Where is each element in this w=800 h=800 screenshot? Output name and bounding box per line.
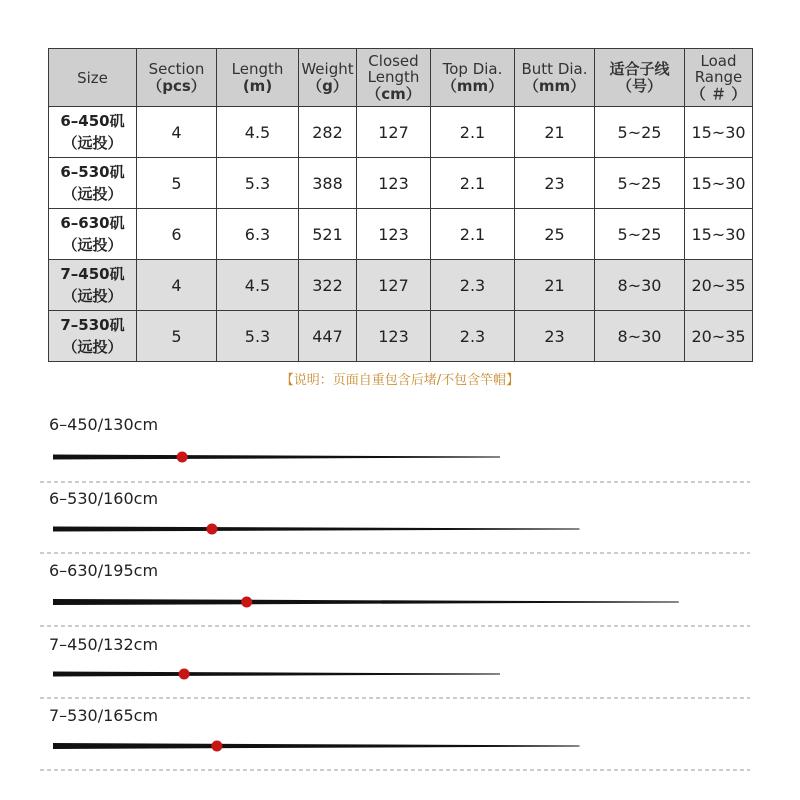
cell-closed-length: 123 xyxy=(357,311,431,362)
header-line-size: 适合子线 （号） xyxy=(595,49,685,107)
cell-closed-length: 123 xyxy=(357,209,431,260)
balance-point-marker xyxy=(206,524,217,535)
cell-section: 5 xyxy=(137,158,217,209)
cell-line-size: 5~25 xyxy=(595,158,685,209)
cell-closed-length: 123 xyxy=(357,158,431,209)
header-size: Size xyxy=(49,49,137,107)
rod-shape xyxy=(53,455,500,460)
balance-point-marker xyxy=(179,669,190,680)
cell-butt-dia: 25 xyxy=(515,209,595,260)
balance-point-marker xyxy=(241,597,252,608)
rod-label: 6–530/160cm xyxy=(49,489,159,508)
balance-point-marker xyxy=(177,452,188,463)
cell-weight: 282 xyxy=(299,107,357,158)
cell-top-dia: 2.1 xyxy=(431,209,515,260)
header-length: Length (m) xyxy=(217,49,299,107)
cell-line-size: 8~30 xyxy=(595,260,685,311)
cell-length: 5.3 xyxy=(217,311,299,362)
weight-note: 【说明：页面自重包含后堵/不包含竿帽】 xyxy=(280,373,520,388)
header-section: Section （pcs） xyxy=(137,49,217,107)
cell-weight: 521 xyxy=(299,209,357,260)
cell-closed-length: 127 xyxy=(357,260,431,311)
cell-top-dia: 2.3 xyxy=(431,311,515,362)
rod-label: 6–630/195cm xyxy=(49,561,159,580)
cell-closed-length: 127 xyxy=(357,107,431,158)
cell-section: 5 xyxy=(137,311,217,362)
cell-load-range: 15~30 xyxy=(685,107,753,158)
rod-shape xyxy=(53,672,500,677)
rod-label: 7–530/165cm xyxy=(49,706,159,725)
cell-size: 6–450矶 （远投） xyxy=(49,107,137,158)
cell-butt-dia: 23 xyxy=(515,158,595,209)
cell-section: 4 xyxy=(137,260,217,311)
cell-section: 6 xyxy=(137,209,217,260)
cell-weight: 322 xyxy=(299,260,357,311)
cell-length: 4.5 xyxy=(217,260,299,311)
cell-butt-dia: 21 xyxy=(515,107,595,158)
cell-load-range: 15~30 xyxy=(685,158,753,209)
cell-length: 5.3 xyxy=(217,158,299,209)
rod-shape xyxy=(53,527,579,532)
cell-line-size: 5~25 xyxy=(595,107,685,158)
cell-load-range: 20~35 xyxy=(685,311,753,362)
rod-shape xyxy=(53,599,679,605)
cell-length: 4.5 xyxy=(217,107,299,158)
cell-line-size: 8~30 xyxy=(595,311,685,362)
cell-load-range: 15~30 xyxy=(685,209,753,260)
rod-label: 7–450/132cm xyxy=(49,635,159,654)
cell-top-dia: 2.3 xyxy=(431,260,515,311)
cell-weight: 447 xyxy=(299,311,357,362)
cell-section: 4 xyxy=(137,107,217,158)
header-closed-length: Closed Length （cm） xyxy=(357,49,431,107)
cell-top-dia: 2.1 xyxy=(431,158,515,209)
cell-size: 7–530矶 （远投） xyxy=(49,311,137,362)
cell-butt-dia: 23 xyxy=(515,311,595,362)
cell-load-range: 20~35 xyxy=(685,260,753,311)
rod-shape xyxy=(53,743,579,749)
header-weight: Weight （g） xyxy=(299,49,357,107)
cell-top-dia: 2.1 xyxy=(431,107,515,158)
header-top-dia: Top Dia. （mm） xyxy=(431,49,515,107)
balance-point-marker xyxy=(211,741,222,752)
header-load-range: Load Range （ ＃ ） xyxy=(685,49,753,107)
cell-size: 6–530矶 （远投） xyxy=(49,158,137,209)
cell-butt-dia: 21 xyxy=(515,260,595,311)
cell-length: 6.3 xyxy=(217,209,299,260)
cell-size: 6–630矶 （远投） xyxy=(49,209,137,260)
cell-size: 7–450矶 （远投） xyxy=(49,260,137,311)
header-butt-dia: Butt Dia. （mm） xyxy=(515,49,595,107)
rod-label: 6–450/130cm xyxy=(49,415,159,434)
cell-line-size: 5~25 xyxy=(595,209,685,260)
cell-weight: 388 xyxy=(299,158,357,209)
